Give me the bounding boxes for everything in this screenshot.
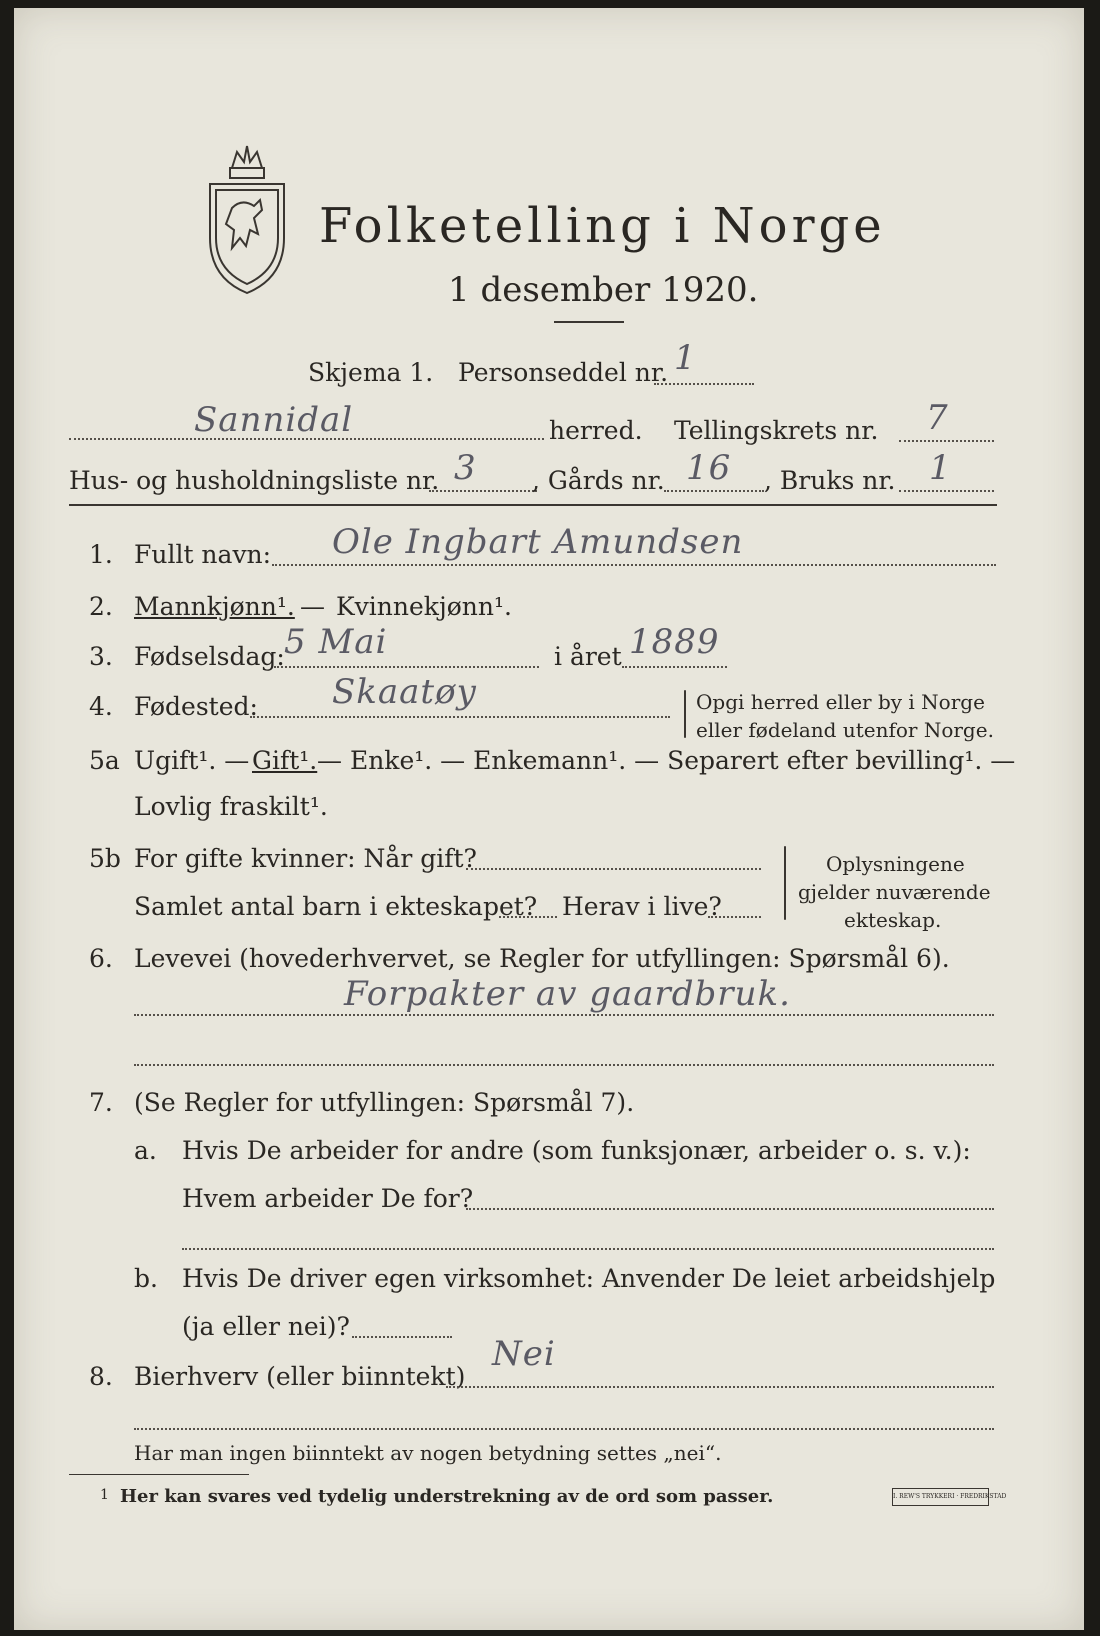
footnote-rule	[69, 1474, 249, 1475]
skjema-label: Skjema 1.	[308, 358, 434, 387]
hired-help-field[interactable]	[352, 1336, 452, 1338]
q5b-note-line3: ekteskap.	[844, 908, 942, 932]
census-date: 1 desember 1920.	[448, 270, 759, 310]
side-income-field-1[interactable]	[446, 1386, 994, 1388]
q2-male-option[interactable]: Mannkjønn¹.	[134, 592, 295, 621]
occupation-field-1[interactable]	[134, 1014, 994, 1016]
q7b-line2: (ja eller nei)?	[182, 1312, 350, 1341]
birth-year-field[interactable]	[622, 666, 727, 668]
footnote-text: Her kan svares ved tydelig understrekning av de ord som passer.	[120, 1486, 774, 1507]
bruks-field[interactable]	[899, 490, 994, 492]
header-rule	[69, 504, 997, 506]
printer-mark-text: I. REW'S TRYKKERI · FREDRIKSTAD	[893, 1493, 1007, 1500]
birthday-value: 5 Mai	[284, 622, 388, 662]
q5b-note-line2: gjelder nuværende	[798, 880, 991, 904]
q7b-letter: b.	[134, 1264, 158, 1293]
birthplace-field[interactable]	[250, 716, 670, 718]
q2-female-option[interactable]: Kvinnekjønn¹.	[336, 592, 512, 621]
q4-note-line2: eller fødeland utenfor Norge.	[696, 718, 994, 742]
hus-value: 3	[454, 448, 477, 488]
side-income-field-2[interactable]	[134, 1428, 994, 1430]
page-title: Folketelling i Norge	[319, 198, 886, 254]
q8-note: Har man ingen biinntekt av nogen betydning settes „nei“.	[134, 1441, 722, 1465]
occupation-field-2[interactable]	[134, 1064, 994, 1066]
q5a-ugift-option[interactable]: Ugift¹. —	[134, 746, 250, 775]
q5b-label: For gifte kvinner: Når gift?	[134, 844, 477, 873]
footnote-marker: 1	[100, 1487, 109, 1503]
birthday-field[interactable]	[274, 666, 539, 668]
q8-label: Bierhverv (eller biinntekt)	[134, 1362, 466, 1391]
tellingskrets-label: Tellingskrets nr.	[674, 416, 879, 445]
children-count-field[interactable]	[499, 916, 557, 918]
birth-year-value: 1889	[629, 622, 720, 662]
hus-label: Hus- og husholdningsliste nr.	[69, 466, 440, 495]
q3-label: Fødselsdag:	[134, 642, 285, 671]
personseddel-value: 1	[674, 338, 697, 378]
q5a-other-options[interactable]: — Enke¹. — Enkemann¹. — Separert efter bevilling¹. —	[317, 746, 1016, 775]
census-form	[14, 8, 1084, 1630]
q7a-line1: Hvis De arbeider for andre (som funksjonær, arbeider o. s. v.):	[182, 1136, 971, 1165]
q5a-number: 5a	[89, 746, 120, 775]
tellingskrets-value: 7	[926, 398, 949, 438]
personseddel-field[interactable]	[654, 383, 754, 385]
q4-label: Fødested:	[134, 692, 258, 721]
gards-value: 16	[686, 448, 732, 488]
children-alive-field[interactable]	[708, 916, 761, 918]
tellingskrets-field[interactable]	[899, 440, 994, 442]
bruks-value: 1	[929, 448, 952, 488]
q5b-children-label: Samlet antal barn i ekteskapet?	[134, 892, 538, 921]
q1-number: 1.	[89, 540, 113, 569]
q8-number: 8.	[89, 1362, 113, 1391]
q7b-line1: Hvis De driver egen virksomhet: Anvender De leiet arbeidshjelp	[182, 1264, 996, 1293]
q7-label: (Se Regler for utfyllingen: Spørsmål 7).	[134, 1088, 635, 1117]
bruks-label: , Bruks nr.	[764, 466, 896, 495]
q5a-fraskilt-option[interactable]: Lovlig fraskilt¹.	[134, 792, 328, 821]
q4-number: 4.	[89, 692, 113, 721]
gards-label: , Gårds nr.	[532, 466, 665, 495]
q7a-letter: a.	[134, 1136, 157, 1165]
title-rule	[554, 321, 624, 323]
herred-value: Sannidal	[194, 400, 354, 440]
side-income-value: Nei	[492, 1334, 556, 1374]
birthplace-value: Skaatøy	[332, 672, 477, 712]
printer-mark	[892, 1488, 1007, 1506]
q6-number: 6.	[89, 944, 113, 973]
full-name-field[interactable]	[272, 564, 996, 566]
q2-separator: —	[300, 592, 325, 621]
personseddel-label: Personseddel nr.	[458, 358, 669, 387]
q2-number: 2.	[89, 592, 113, 621]
employer-field-1[interactable]	[466, 1208, 994, 1210]
married-when-field[interactable]	[466, 868, 761, 870]
q3-year-label: i året	[554, 642, 622, 671]
q4-note-bracket	[684, 690, 686, 738]
q1-label: Fullt navn:	[134, 540, 272, 569]
coat-of-arms-icon	[202, 138, 292, 298]
q5b-number: 5b	[89, 844, 121, 873]
hus-field[interactable]	[429, 490, 537, 492]
gards-field[interactable]	[664, 490, 764, 492]
occupation-value: Forpakter av gaardbruk.	[344, 974, 791, 1014]
full-name-value: Ole Ingbart Amundsen	[332, 522, 744, 562]
q5a-gift-option[interactable]: Gift¹.	[252, 746, 318, 775]
q7-number: 7.	[89, 1088, 113, 1117]
q5b-note-line1: Oplysningene	[826, 852, 965, 876]
q6-label: Levevei (hovederhvervet, se Regler for utfyllingen: Spørsmål 6).	[134, 944, 950, 973]
employer-field-2[interactable]	[182, 1248, 994, 1250]
q3-number: 3.	[89, 642, 113, 671]
q5b-herav-label: Herav i live?	[562, 892, 722, 921]
q7a-line2: Hvem arbeider De for?	[182, 1184, 474, 1213]
q4-note-line1: Opgi herred eller by i Norge	[696, 690, 985, 714]
herred-label: herred.	[549, 416, 643, 445]
q5b-note-bracket	[784, 846, 786, 920]
